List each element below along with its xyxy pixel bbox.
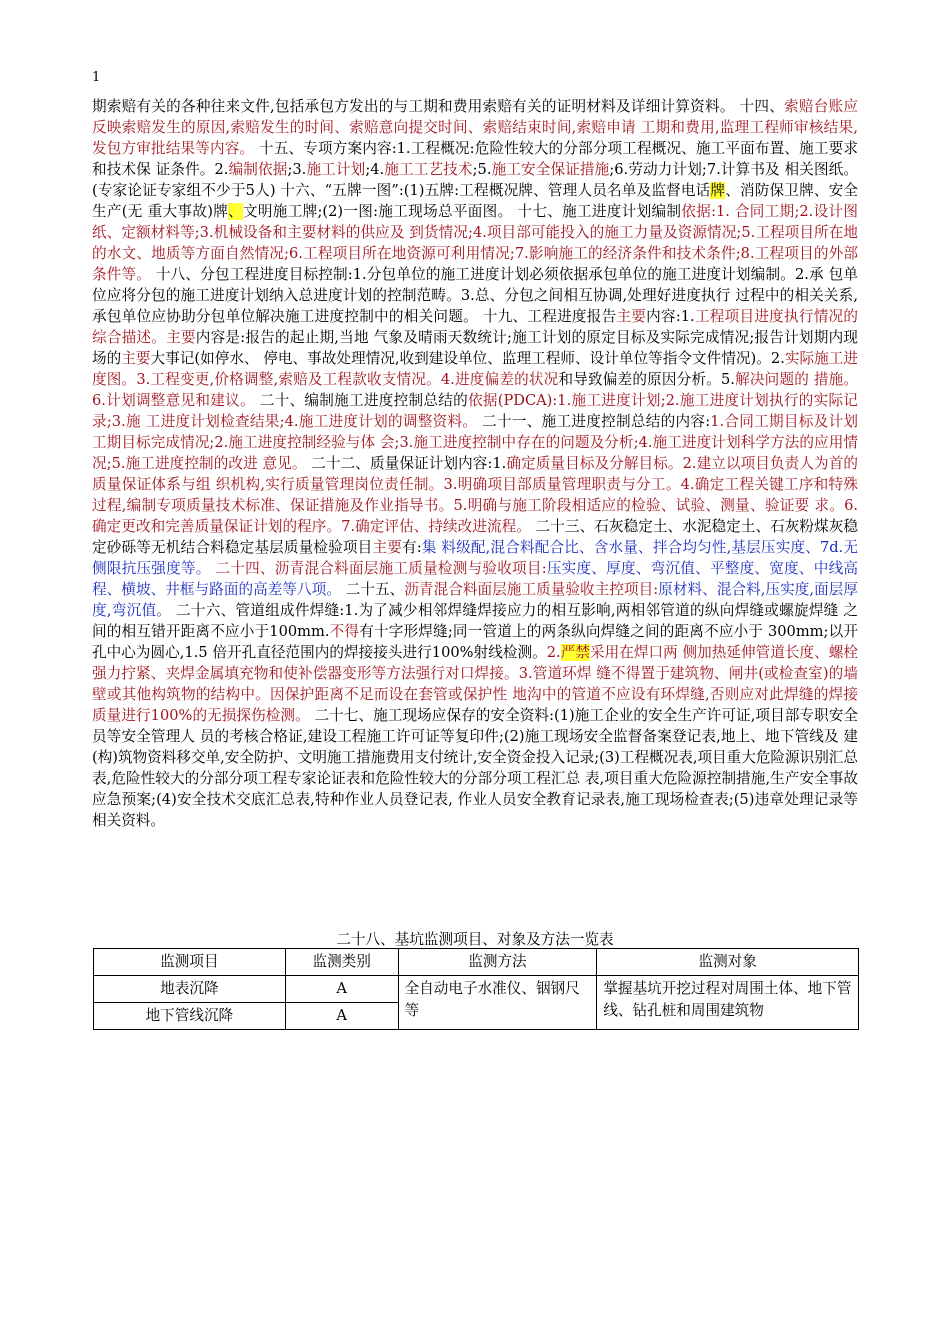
- text-segment: 十五、专项方案内容:1.工程概况:危险性较大的分部分项工程概况、施工平面布置、施工要求和技术保 证条件。2.: [92, 140, 858, 178]
- text-segment: 、: [228, 203, 244, 220]
- text-segment: 不得: [329, 623, 360, 640]
- text-segment: ;3.: [287, 161, 307, 178]
- text-segment: 内容:1.: [646, 308, 695, 325]
- table-cell: A: [285, 1003, 398, 1030]
- text-segment: 文明施工牌;(2)一图:施工现场总平面图。 十七、施工进度计划编制: [243, 203, 682, 220]
- header-cell: 监测项目: [94, 949, 286, 976]
- text-segment: 二十、编制施工进度控制总结的: [254, 392, 469, 409]
- text-segment: 索赔台账应反映索赔发生的原因,索赔发生的时间、索赔意向提交时间、索赔结束时间,索赔申请 工期和费用,监理工程师审核结果,发包方审批结果等内容。: [92, 98, 858, 157]
- text-segment: 内容是:报告的起止期,当地 气象及晴雨天数统计;施工计划的原定目标及实际完成情况;报告计划期内现场的: [92, 329, 858, 367]
- text-segment: 有十字形焊缝;同一管道上的两条纵向焊缝之间的距离不应小于 300mm;以开孔中心为圆心,1.5 倍开孔直径范围内的焊接接头进行100%射线检测。: [92, 623, 858, 661]
- text-segment: 解决问题的 措施。6.计划调整意见和建议。: [92, 371, 858, 409]
- text-segment: 主要: [616, 308, 647, 325]
- text-segment: 压实度、厚度、弯沉值、平整度、宽度、中线高程、横坡、井框与路面的高差等八项。: [92, 560, 858, 598]
- page-number: 1: [92, 70, 101, 85]
- header-cell: 监测类别: [285, 949, 398, 976]
- text-segment: 严禁: [560, 644, 590, 661]
- text-segment: 主要: [372, 539, 402, 556]
- text-segment: ;4.: [365, 161, 385, 178]
- text-segment: 十八、分包工程进度目标控制:1.分包单位的施工进度计划必须依据承包单位的施工进度计划编制。2.承 包单位应将分包的施工进度计划纳入总进度计划的控制范畴。3.总、分包之间相互协调,处理好进度执行 过程中的相关关系,承包单位应协助分包单位解决施工进度控制中的相关问题。 十九、工程进度报告: [92, 266, 858, 325]
- header-cell: 监测对象: [597, 949, 859, 976]
- text-segment: 编制依据: [228, 161, 288, 178]
- table-header-row: [94, 949, 859, 976]
- text-segment: 主要: [121, 350, 151, 367]
- text-segment: ;6.劳动力计划;7.计算书及 相关图纸。(专家论证专家组不少于5人) 十六、“五牌一图”:(1)五牌:工程概况牌、管理人员名单及监督电话: [92, 161, 858, 199]
- text-segment: 确定质量目标及分解目标。2.建立以项目负责人为首的质量保证体系与组 织机构,实行质量管理岗位责任制。3.明确项目部质量管理职责与分工。4.确定工程关键工序和特殊过程,编制专项质量技术标准、保证措施及作业指导书。5.明确与施工阶段相适应的检验、试验、测量、验证要 求。6.确定更改和完善质量保证计划的程序。7.确定评估、持续改进流程。: [92, 455, 858, 535]
- text-segment: 牌: [710, 182, 726, 199]
- text-segment: 集 料级配,混合料配合比、含水量、拌合均匀性,基层压实度、7d.无侧限抗压强度等。: [92, 539, 859, 577]
- table-cell-method: 全自动电子水准仪、铟钢尺等: [398, 976, 597, 1030]
- text-segment: 二十一、施工进度控制总结的内容:: [477, 413, 711, 430]
- text-segment: 二十四、沥青混合料面层施工质量检测与验收项目:: [215, 560, 547, 577]
- text-segment: 二十五、: [341, 581, 405, 598]
- text-segment: 依据:1. 合同工期;2.设计图纸、定额材料等;3.机械设备和主要材料的供应及 到货情况;4.项目部可能投入的施工力量及资源情况;5.工程项目所在地的水文、地质等方面自然情况;6.工程项目所在地资源可利用情况;7.影响施工的经济条件和技术条件;8.工程项目的外部条件等。: [92, 203, 858, 283]
- text-segment: 有:: [401, 539, 422, 556]
- text-segment: 和导致偏差的原因分析。5.: [558, 371, 735, 388]
- text-segment: 依据(PDCA):1.施工进度计划;2.施工进度计划执行的实际记录;3.施 工进度计划检查结果;4.施工进度计划的调整资料。: [92, 392, 858, 430]
- text-segment: 二十七、施工现场应保存的安全资料:(1)施工企业的安全生产许可证,项目部专职安全员等安全管理人 员的考核合格证,建设工程施工许可证等复印件;(2)施工现场安全监督备案登记表,地上、地下管线及 建(构)筑物资料移交单,安全防护、文明施工措施费用支付统计,安全资金投入记录;(3)工程概况表,项目重大危险源识别汇总表,危险性较大的分部分项工程专家论证表和危险性较大的分部分项工程汇总 表,项目重大危险源控制措施,生产安全事故应急预案;(4)安全技术交底汇总表,特种作业人员登记表, 作业人员安全教育记录表,施工现场检查表;(5)违章处理记录等相关资料。: [92, 707, 858, 829]
- text-segment: 主要: [166, 329, 196, 346]
- text-segment: 期索赔有关的各种往来文件,包括承包方发出的与工期和费用索赔有关的证明材料及详细计算资料。 十四、: [92, 98, 785, 115]
- text-segment: 施工安全保证措施: [491, 161, 610, 178]
- text-segment: 采用在焊口两 侧加热延伸管道长度、螺栓强力拧紧、夹焊金属填充物和使补偿器变形等方法强行对口焊接。3.管道环焊 缝不得置于建筑物、闸井(或检查室)的墙壁或其他构筑物的结构中。因保护距离不足而设在套管或保护性 地沟中的管道不应设有环焊缝,否则应对此焊缝的焊接质量进行100%的无损探伤检测。: [92, 644, 859, 724]
- monitoring-table: [93, 948, 859, 1030]
- header-cell: 监测方法: [398, 949, 597, 976]
- table-cell: A: [285, 976, 398, 1003]
- text-segment: 施工工艺技术: [384, 161, 473, 178]
- text-segment: 原材料、混合料,压实度,面层厚度,弯沉值。: [92, 581, 858, 619]
- text-segment: 沥青混合料面层施工质量验收主控项目:: [404, 581, 659, 598]
- text-segment: 工程项目进度执行情况的综合描述。: [92, 308, 858, 346]
- text-segment: 大事记(如停水、 停电、事故处理情况,收到建设单位、监理工程师、设计单位等指令文件情况)。2.: [150, 350, 785, 367]
- text-segment: 二十三、石灰稳定土、水泥稳定土、石灰粉煤灰稳定砂砾等无机结合料稳定基层质量检验项目: [92, 518, 858, 556]
- body-text: [92, 96, 858, 831]
- text-segment: 二十六、管道组成件焊缝:1.为了减少相邻焊缝焊接应力的相互影响,两相邻管道的纵向焊缝或螺旋焊缝 之间的相互错开距离不应小于100mm.: [92, 602, 858, 640]
- table-cell-object: 掌握基坑开挖过程对周围土体、地下管线、钻孔桩和周围建筑物: [597, 976, 859, 1030]
- text-segment: 二十二、质量保证计划内容:1.: [306, 455, 507, 472]
- table-cell: 地表沉降: [94, 976, 286, 1003]
- text-segment: ;5.: [472, 161, 492, 178]
- text-segment: 施工计划: [306, 161, 366, 178]
- table-cell: 地下管线沉降: [94, 1003, 286, 1030]
- text-segment: 1.合同工期目标及计划工期目标完成情况;2.施工进度控制经验与体 会;3.施工进度控制中存在的问题及分析;4.施工进度计划科学方法的应用情况;5.施工进度控制的改进 意见。: [92, 413, 859, 472]
- text-segment: 2.: [546, 644, 561, 661]
- table-title: 二十八、基坑监测项目、对象及方法一览表: [336, 931, 614, 948]
- table-row: [94, 976, 859, 1003]
- text-segment: 、消防保卫牌、安全生产(无 重大事故)牌: [92, 182, 858, 220]
- text-segment: 实际施工进度图。3.工程变更,价格调整,索赔及工程款收支情况。4.进度偏差的状况: [92, 350, 858, 388]
